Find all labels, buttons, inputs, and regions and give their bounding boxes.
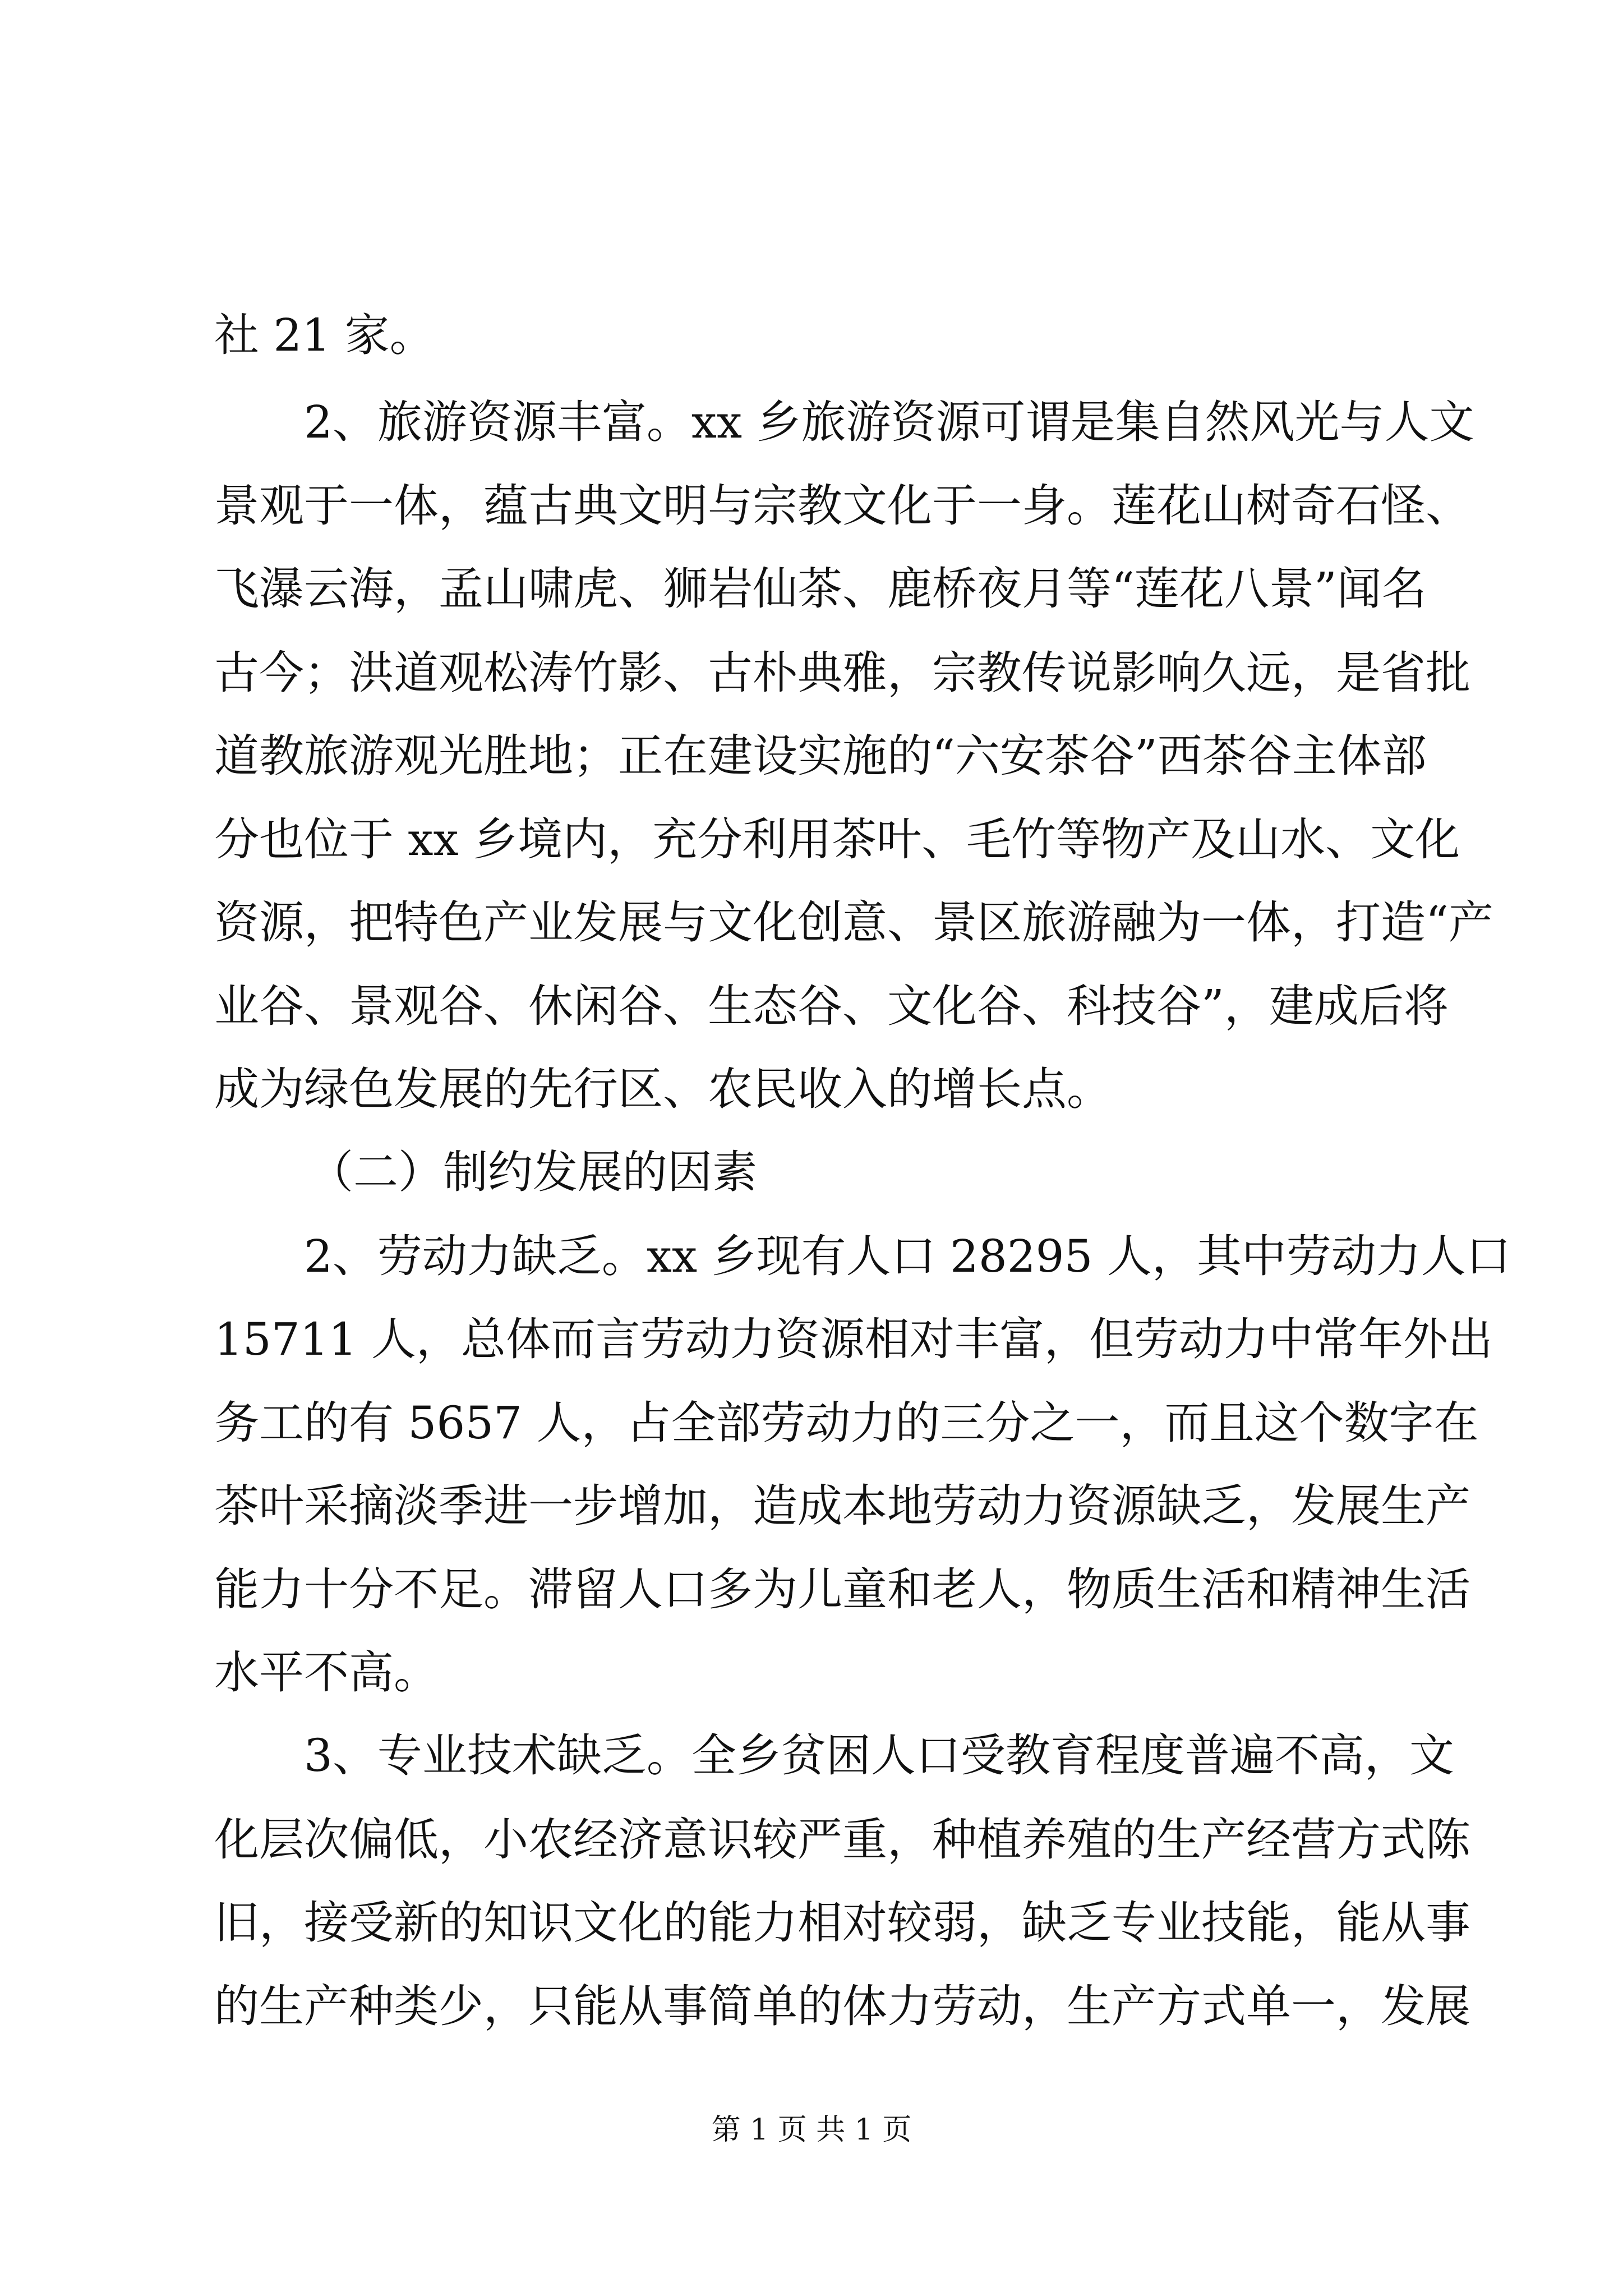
paragraph-first-line: 2、劳动力缺乏。xx 乡现有人口 28295 人，其中劳动力人口 bbox=[304, 1230, 1511, 1282]
text-line: 化层次偏低，小农经济意识较严重，种植养殖的生产经营方式陈 bbox=[214, 1814, 1470, 1866]
text-line: 道教旅游观光胜地；正在建设实施的“六安茶谷”西茶谷主体部 bbox=[214, 730, 1427, 782]
paragraph-first-line: 2、旅游资源丰富。xx 乡旅游资源可谓是集自然风光与人文 bbox=[304, 396, 1474, 448]
paragraph-first-line: 3、专业技术缺乏。全乡贫困人口受教育程度普遍不高，文 bbox=[304, 1729, 1454, 1782]
text-line: 茶叶采摘淡季进一步增加，造成本地劳动力资源缺乏，发展生产 bbox=[214, 1480, 1470, 1532]
text-line: 资源，把特色产业发展与文化创意、景区旅游融为一体，打造“产 bbox=[214, 896, 1493, 949]
text-line: 的生产种类少，只能从事简单的体力劳动，生产方式单一，发展 bbox=[214, 1980, 1470, 2032]
section-heading: （二）制约发展的因素 bbox=[308, 1146, 757, 1198]
text-line: 社 21 家。 bbox=[214, 309, 435, 361]
text-line: 旧，接受新的知识文化的能力相对较弱，缺乏专业技能，能从事 bbox=[214, 1897, 1470, 1949]
text-line: 业谷、景观谷、休闲谷、生态谷、文化谷、科技谷”，建成后将 bbox=[214, 980, 1449, 1032]
text-line: 能力十分不足。滞留人口多为儿童和老人，物质生活和精神生活 bbox=[214, 1563, 1470, 1616]
text-line: 古今；洪道观松涛竹影、古朴典雅，宗教传说影响久远，是省批 bbox=[214, 647, 1470, 699]
text-line: 水平不高。 bbox=[214, 1646, 439, 1699]
page-number-footer: 第 1 页 共 1 页 bbox=[711, 2113, 912, 2147]
text-line: 务工的有 5657 人，占全部劳动力的三分之一，而且这个数字在 bbox=[214, 1397, 1479, 1449]
text-line: 分也位于 xx 乡境内，充分利用茶叶、毛竹等物产及山水、文化 bbox=[214, 813, 1460, 866]
text-line: 景观于一体，蕴古典文明与宗教文化于一身。莲花山树奇石怪、 bbox=[214, 480, 1470, 532]
text-line: 飞瀑云海，孟山啸虎、狮岩仙茶、鹿桥夜月等“莲花八景”闻名 bbox=[214, 563, 1427, 615]
text-line: 15711 人，总体而言劳动力资源相对丰富，但劳动力中常年外出 bbox=[214, 1313, 1493, 1365]
text-line: 成为绿色发展的先行区、农民收入的增长点。 bbox=[214, 1063, 1112, 1115]
